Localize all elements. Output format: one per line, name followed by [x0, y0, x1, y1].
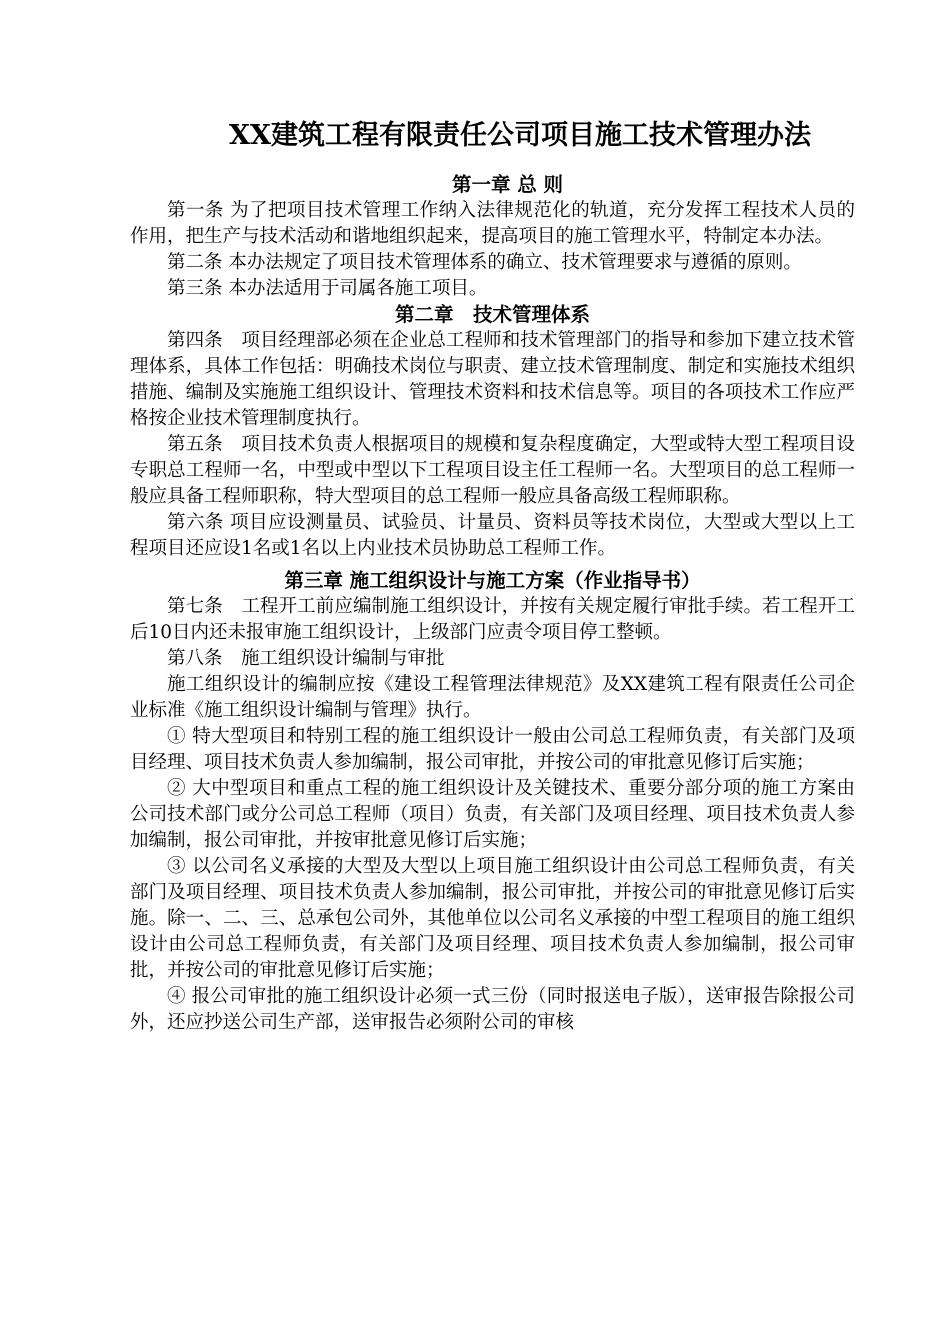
article-8-item-4: ④ 报公司审批的施工组织设计必须一式三份（同时报送电子版），送审报告除报公司外，还应抄送公司生产部，送审报告必须附公司的审核	[130, 986, 855, 1033]
chapter-3-heading: 第三章 施工组织设计与施工方案（作业指导书）	[284, 569, 701, 592]
article-8-item-2: ② 大中型项目和重点工程的施工组织设计及关键技术、重要分部分项的施工方案由公司技术部门或分公司总工程师（项目）负责，有关部门及项目经理、项目技术负责人参加编制，报公司审批，并按审批意见修订后实施；	[130, 778, 855, 851]
article-2: 第二条 本办法规定了项目技术管理体系的确立、技术管理要求与遵循的原则。	[167, 252, 802, 273]
document-title: XX建筑工程有限责任公司项目施工技术管理办法	[229, 120, 811, 151]
article-8: 第八条 施工组织设计编制与审批	[167, 648, 445, 669]
document-body	[130, 172, 855, 1036]
article-1: 第一条 为了把项目技术管理工作纳入法律规范化的轨道，充分发挥工程技术人员的作用，把生产与技术活动和谐地组织起来，提高项目的施工管理水平，特制定本办法。	[130, 200, 855, 247]
article-5: 第五条 项目技术负责人根据项目的规模和复杂程度确定，大型或特大型工程项目设专职总工程师一名，中型或中型以下工程项目设主任工程师一名。大型项目的总工程师一般应具备工程师职称，特大型项目的总工程师一般应具备高级工程师职称。	[130, 434, 855, 507]
article-8-item-3: ③ 以公司名义承接的大型及大型以上项目施工组织设计由公司总工程师负责，有关部门及项目经理、项目技术负责人参加编制，报公司审批，并按公司的审批意见修订后实施。除一、二、三、总承包公司外，其他单位以公司名义承接的中型工程项目的施工组织设计由公司总工程师负责，有关部门及项目经理、项目技术负责人参加编制，报公司审批，并按公司的审批意见修订后实施；	[130, 856, 855, 981]
article-7: 第七条 工程开工前应编制施工组织设计，并按有关规定履行审批手续。若工程开工后10日内还未报审施工组织设计，上级部门应责令项目停工整顿。	[130, 596, 855, 643]
chapter-1-heading: 第一章 总 则	[451, 173, 564, 196]
article-6: 第六条 项目应设测量员、试验员、计量员、资料员等技术岗位，大型或大型以上工程项目还应设1名或1名以上内业技术员协助总工程师工作。	[130, 512, 855, 559]
article-8-item-1: ① 特大型项目和特别工程的施工组织设计一般由公司总工程师负责，有关部门及项目经理、项目技术负责人参加编制，报公司审批，并按公司的审批意见修订后实施；	[130, 726, 855, 773]
article-8-intro: 施工组织设计的编制应按《建设工程管理法律规范》及XX建筑工程有限责任公司企业标准《施工组织设计编制与管理》执行。	[130, 674, 855, 721]
article-4: 第四条 项目经理部必须在企业总工程师和技术管理部门的指导和参加下建立技术管理体系，具体工作包括：明确技术岗位与职责、建立技术管理制度、制定和实施技术组织措施、编制及实施施工组织设计、管理技术资料和技术信息等。项目的各项技术工作应严格按企业技术管理制度执行。	[130, 330, 855, 429]
chapter-2-heading: 第二章 技术管理体系	[394, 303, 590, 326]
article-3: 第三条 本办法适用于司属各施工项目。	[167, 278, 488, 299]
